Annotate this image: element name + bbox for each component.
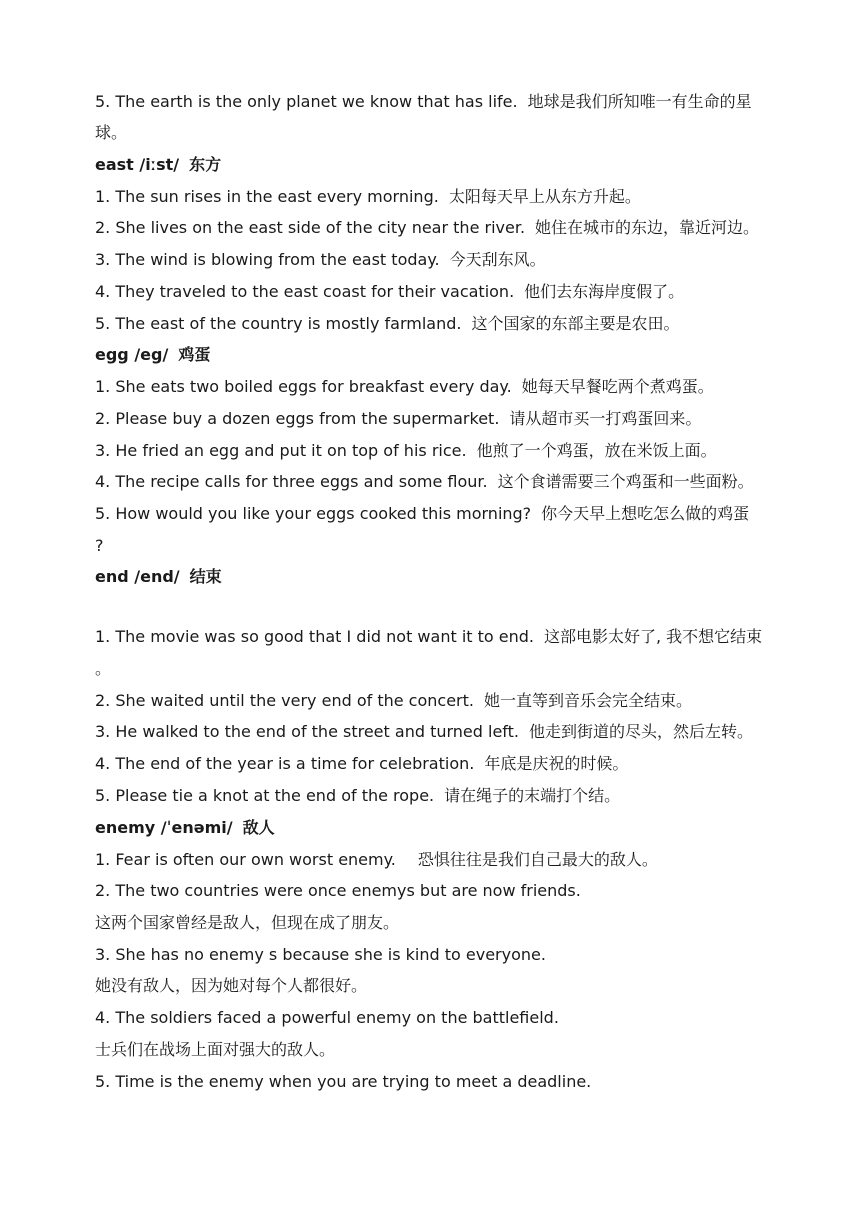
sentence-line: 4. The recipe calls for three eggs and some flour. 这个食谱需要三个鸡蛋和一些面粉。 <box>95 472 754 491</box>
sentence-line: 4. The soldiers faced a powerful enemy on the battlefield. <box>95 1008 559 1027</box>
sentence-line: 5. Time is the enemy when you are trying to meet a deadline. <box>95 1072 592 1091</box>
sentence-line: 2. The two countries were once enemys but are now friends. <box>95 881 581 900</box>
sentence-line: 5. Please tie a knot at the end of the rope. 请在绳子的末端打个结。 <box>95 786 621 805</box>
sentence-line: 1. The movie was so good that I did not want it to end. 这部电影太好了, 我不想它结束 <box>95 627 763 646</box>
sentence-line: 2. She waited until the very end of the concert. 她一直等到音乐会完全结束。 <box>95 691 692 710</box>
sentence-line: 5. The east of the country is mostly farmland. 这个国家的东部主要是农田。 <box>95 314 680 333</box>
headword-end: end /end/ 结束 <box>95 567 222 586</box>
sentence-line: 4. They traveled to the east coast for their vacation. 他们去东海岸度假了。 <box>95 282 685 301</box>
sentence-line: 士兵们在战场上面对强大的敌人。 <box>95 1040 336 1059</box>
sentence-line: 2. She lives on the east side of the city near the river. 她住在城市的东边，靠近河边。 <box>95 218 760 237</box>
headword-east: east /iːst/ 东方 <box>95 155 222 174</box>
sentence-line: 球。 <box>95 123 128 142</box>
sentence-line: 这两个国家曾经是敌人，但现在成了朋友。 <box>95 913 400 932</box>
sentence-line: 1. Fear is often our own worst enemy. 恐惧往往是我们自己最大的敌人。 <box>95 850 658 869</box>
sentence-line: 5. How would you like your eggs cooked this morning? 你今天早上想吃怎么做的鸡蛋 <box>95 504 750 523</box>
sentence-line: ? <box>95 536 104 555</box>
sentence-line: 1. The sun rises in the east every morning. 太阳每天早上从东方升起。 <box>95 187 641 206</box>
sentence-line: 3. He walked to the end of the street and turned left. 他走到街道的尽头，然后左转。 <box>95 722 754 741</box>
sentence-line: 1. She eats two boiled eggs for breakfast every day. 她每天早餐吃两个煮鸡蛋。 <box>95 377 714 396</box>
sentence-line: 4. The end of the year is a time for celebration. 年底是庆祝的时候。 <box>95 754 629 773</box>
headword-egg: egg /eg/ 鸡蛋 <box>95 345 211 364</box>
sentence-line: 3. The wind is blowing from the east today. 今天刮东风。 <box>95 250 546 269</box>
sentence-line: 她没有敌人，因为她对每个人都很好。 <box>95 976 368 995</box>
sentence-line: 3. He fried an egg and put it on top of his rice. 他煎了一个鸡蛋，放在米饭上面。 <box>95 441 717 460</box>
sentence-line: 2. Please buy a dozen eggs from the supermarket. 请从超市买一打鸡蛋回来。 <box>95 409 702 428</box>
sentence-line: 5. The earth is the only planet we know that has life. 地球是我们所知唯一有生命的星 <box>95 92 752 111</box>
headword-enemy: enemy /ˈenəmi/ 敌人 <box>95 818 275 837</box>
sentence-line: 。 <box>95 659 112 678</box>
sentence-line: 3. She has no enemy s because she is kind to everyone. <box>95 945 546 964</box>
